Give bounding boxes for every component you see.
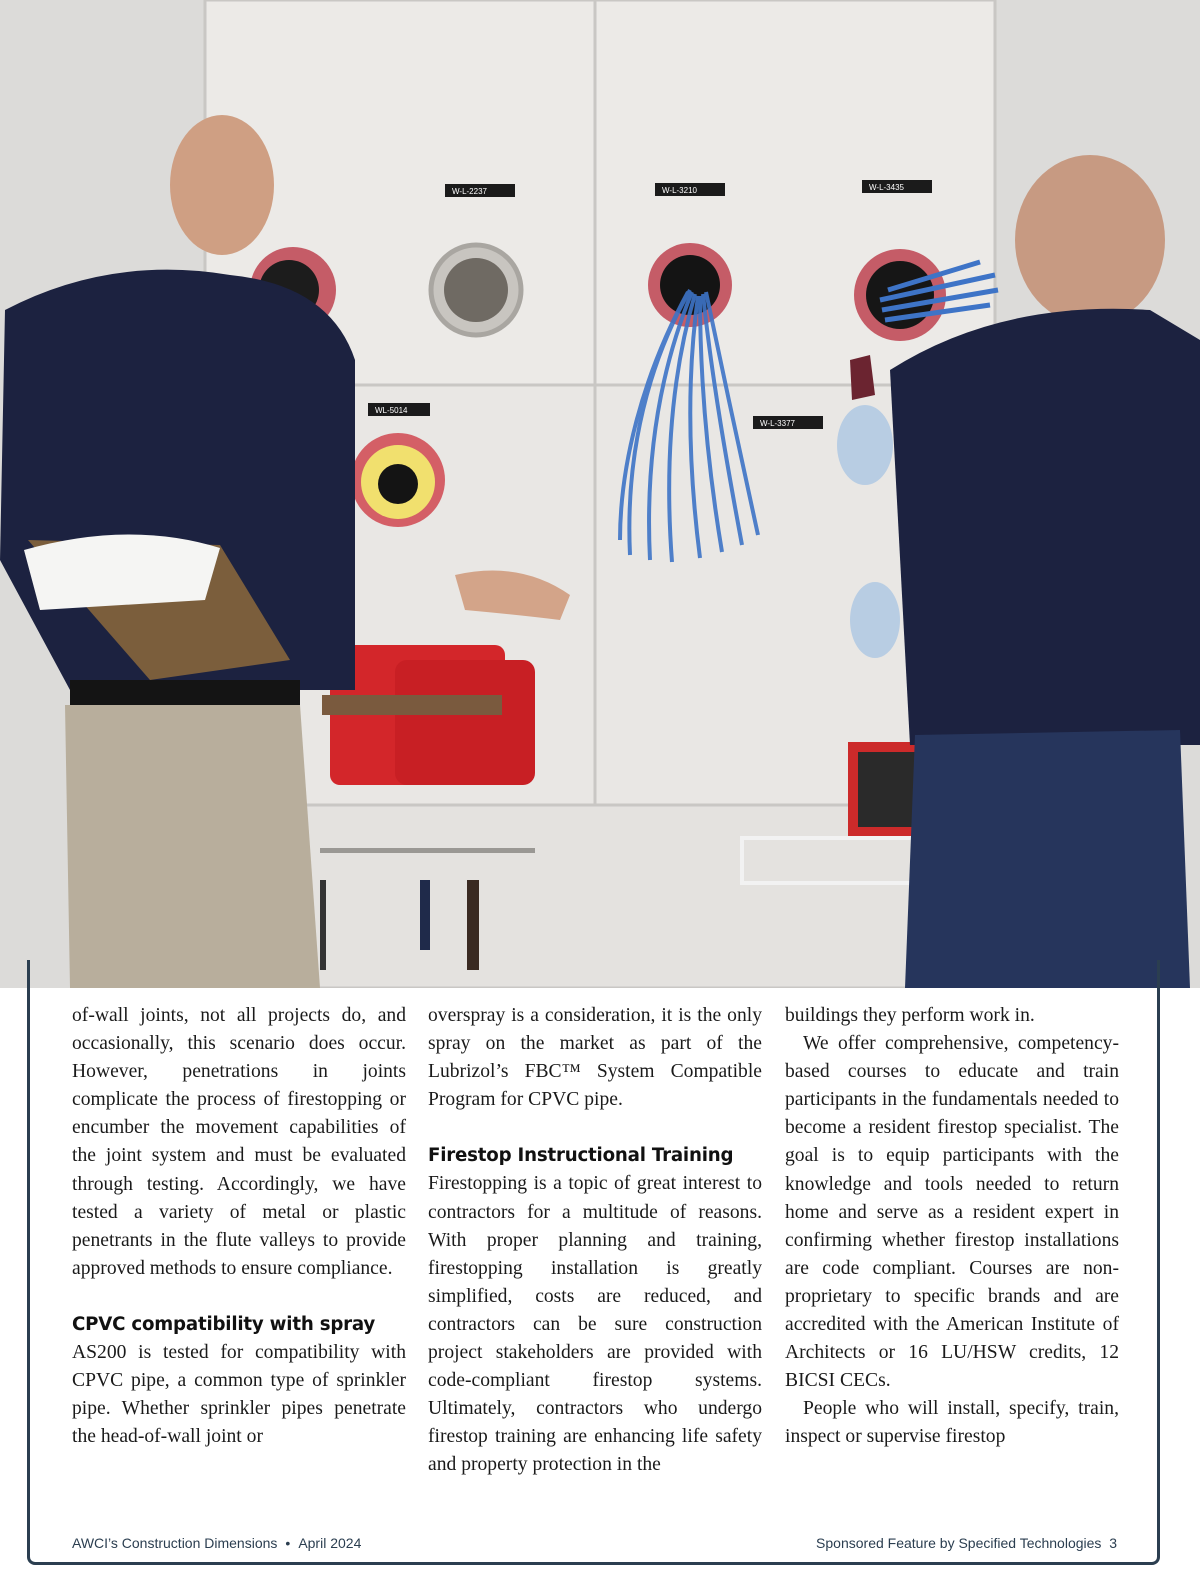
section-heading: CPVC compatibility with spray: [72, 1313, 376, 1335]
svg-text:W-L-3210: W-L-3210: [662, 186, 697, 195]
panel-label: [753, 416, 823, 429]
page-number: 3: [1109, 1535, 1117, 1551]
publication-name: AWCI’s Construction Dimensions: [72, 1535, 278, 1551]
issue-date: April 2024: [298, 1535, 362, 1551]
paragraph: buildings they perform work in.: [785, 1005, 1035, 1026]
panel-label: [445, 184, 515, 197]
svg-text:W-L-2237: W-L-2237: [452, 187, 487, 196]
svg-text:W-L-3435: W-L-3435: [869, 183, 904, 192]
panel-label: [655, 183, 725, 196]
sponsor-text: Sponsored Feature by Specified Technologies: [816, 1535, 1102, 1551]
paragraph: Firestopping is a topic of great interest to contractors for a multitude of reasons. With proper planning and training, firestopping installation is greatly simplified, costs are reduced, and contractors can be sure construction project stakeholders are provided with code-compliant firestop systems. Ultimately, contractors who undergo firestop training are enhancing life safety and property protection in the: [428, 1173, 762, 1476]
paragraph: of-wall joints, not all projects do, and occasionally, this scenario does occur. However, penetrations in joints complicate the process of firestopping or encumber the movement capabilities of the joint system and must be evaluated through testing. Accordingly, we have tested a variety of metal or plastic penetrants in the flute valleys to provide approved methods to ensure compliance.: [72, 1005, 406, 1279]
paragraph: AS200 is tested for compatibility with CPVC pipe, a common type of sprinkler pipe. Whether sprinkler pipes penetrate the head-of-wall joint or: [72, 1342, 406, 1448]
text-column-3: [785, 1002, 1119, 1452]
panel-label: [862, 180, 932, 193]
footer-separator: •: [285, 1535, 291, 1551]
svg-text:W-L-3377: W-L-3377: [760, 419, 795, 428]
text-column-2: [428, 1002, 762, 1480]
footer-sponsor: [816, 1535, 1117, 1551]
panel-label: [368, 403, 430, 416]
text-column-1: [72, 1002, 406, 1451]
paragraph: We offer comprehensive, competency-based courses to educate and train participants in the fundamentals needed to become a resident firestop specialist. The goal is to equip participants with the knowledge and tools needed to return home and serve as a resident expert in confirming whether firestop installations are code compliant. Courses are non-proprietary to specific brands and are accredited with the American Institute of Architects or 16 LU/HSW credits, 12 BICSI CECs.: [785, 1033, 1119, 1392]
footer-publication: [72, 1535, 361, 1551]
paragraph: People who will install, specify, train, inspect or supervise firestop: [785, 1398, 1119, 1448]
section-heading: Firestop Instructional Training: [428, 1145, 734, 1167]
paragraph: overspray is a consideration, it is the only spray on the market as part of the Lubrizol’s FBC™ System Compatible Program for CPVC pipe.: [428, 1005, 762, 1111]
svg-text:WL-5014: WL-5014: [375, 406, 408, 415]
